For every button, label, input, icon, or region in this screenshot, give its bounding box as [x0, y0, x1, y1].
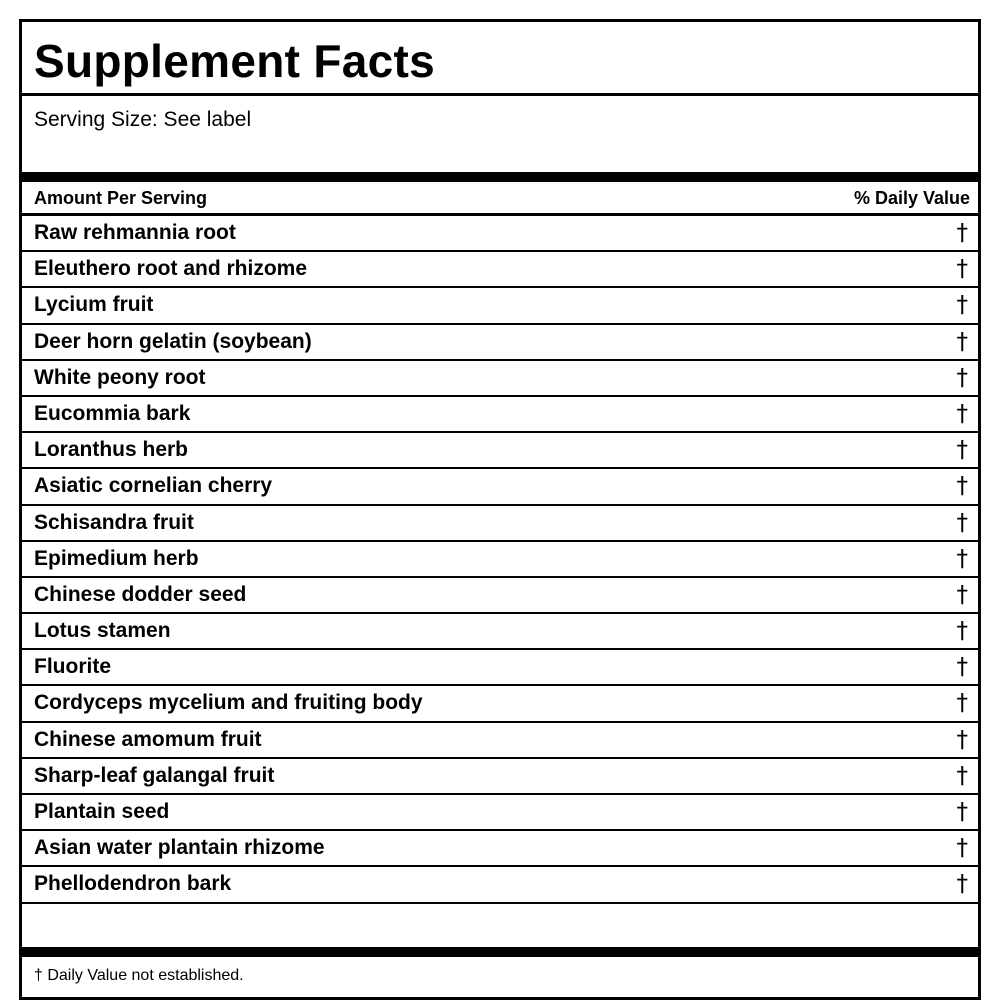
ingredient-daily-value: †: [956, 364, 968, 391]
ingredient-name: Plantain seed: [34, 800, 170, 823]
ingredient-name: Lotus stamen: [34, 619, 171, 643]
ingredient-daily-value: †: [956, 618, 968, 645]
ingredient-row: [22, 252, 978, 288]
ingredient-row: [22, 614, 978, 650]
ingredient-daily-value: †: [956, 871, 968, 898]
ingredient-row: [22, 288, 978, 324]
ingredient-name: Chinese dodder seed: [34, 582, 247, 606]
ingredient-daily-value: †: [956, 726, 968, 753]
ingredient-row: [22, 397, 978, 433]
ingredient-daily-value: †: [956, 690, 968, 717]
ingredient-name: Lycium fruit: [34, 293, 154, 317]
ingredient-name: Sharp-leaf galangal fruit: [34, 763, 275, 787]
supplement-facts-panel: [19, 19, 981, 1000]
ingredient-name: Chinese amomum fruit: [34, 727, 262, 751]
ingredient-row: [22, 723, 978, 759]
title-section: [22, 22, 978, 96]
ingredient-name: Eleuthero root and rhizome: [34, 257, 308, 281]
ingredient-name: Fluorite: [34, 655, 111, 679]
footnote-section: [22, 957, 978, 997]
ingredient-row: [22, 216, 978, 252]
ingredient-name: Phellodendron bark: [34, 872, 232, 896]
ingredient-daily-value: †: [956, 292, 968, 319]
ingredient-row: [22, 578, 978, 614]
ingredient-row: [22, 867, 978, 903]
ingredient-daily-value: †: [956, 799, 968, 825]
thick-divider: [22, 947, 978, 957]
ingredient-daily-value: †: [956, 400, 968, 427]
ingredient-row: [22, 433, 978, 469]
ingredient-daily-value: †: [956, 835, 968, 862]
ingredient-daily-value: †: [956, 509, 968, 536]
serving-section: [22, 96, 978, 182]
ingredient-row: [22, 686, 978, 722]
serving-size: Serving Size: See label: [34, 108, 252, 131]
ingredient-list: [22, 216, 978, 904]
ingredient-row: [22, 542, 978, 578]
ingredient-daily-value: †: [956, 473, 968, 500]
daily-value-header: % Daily Value: [853, 188, 970, 208]
ingredient-daily-value: †: [956, 220, 968, 246]
ingredient-name: Eucommia bark: [34, 401, 191, 425]
ingredient-daily-value: †: [956, 581, 968, 608]
ingredient-row: [22, 469, 978, 505]
ingredient-daily-value: †: [956, 437, 968, 464]
ingredient-daily-value: †: [956, 762, 968, 789]
ingredient-row: [22, 831, 978, 867]
label-title: Supplement Facts: [34, 35, 435, 87]
ingredient-daily-value: †: [956, 545, 968, 572]
ingredient-row: [22, 650, 978, 686]
footnote-text: † Daily Value not established.: [34, 967, 244, 984]
ingredient-row: [22, 361, 978, 397]
ingredient-row: [22, 759, 978, 795]
ingredient-name: Cordyceps mycelium and fruiting body: [34, 691, 423, 715]
ingredient-row: [22, 506, 978, 542]
amount-per-serving-header: Amount Per Serving: [34, 188, 208, 208]
ingredient-name: Raw rehmannia root: [34, 221, 236, 244]
ingredient-name: Asiatic cornelian cherry: [34, 474, 273, 498]
ingredient-name: Epimedium herb: [34, 546, 199, 570]
ingredient-row: [22, 325, 978, 361]
ingredient-daily-value: †: [956, 256, 968, 283]
ingredient-name: Schisandra fruit: [34, 510, 194, 534]
ingredient-name: Asian water plantain rhizome: [34, 836, 325, 860]
ingredient-daily-value: †: [956, 328, 968, 355]
ingredient-row: [22, 795, 978, 831]
ingredient-name: Deer horn gelatin (soybean): [34, 329, 312, 353]
ingredient-name: White peony root: [34, 365, 206, 389]
ingredient-daily-value: †: [956, 654, 968, 681]
column-header-row: [22, 182, 978, 216]
ingredient-name: Loranthus herb: [34, 438, 189, 462]
